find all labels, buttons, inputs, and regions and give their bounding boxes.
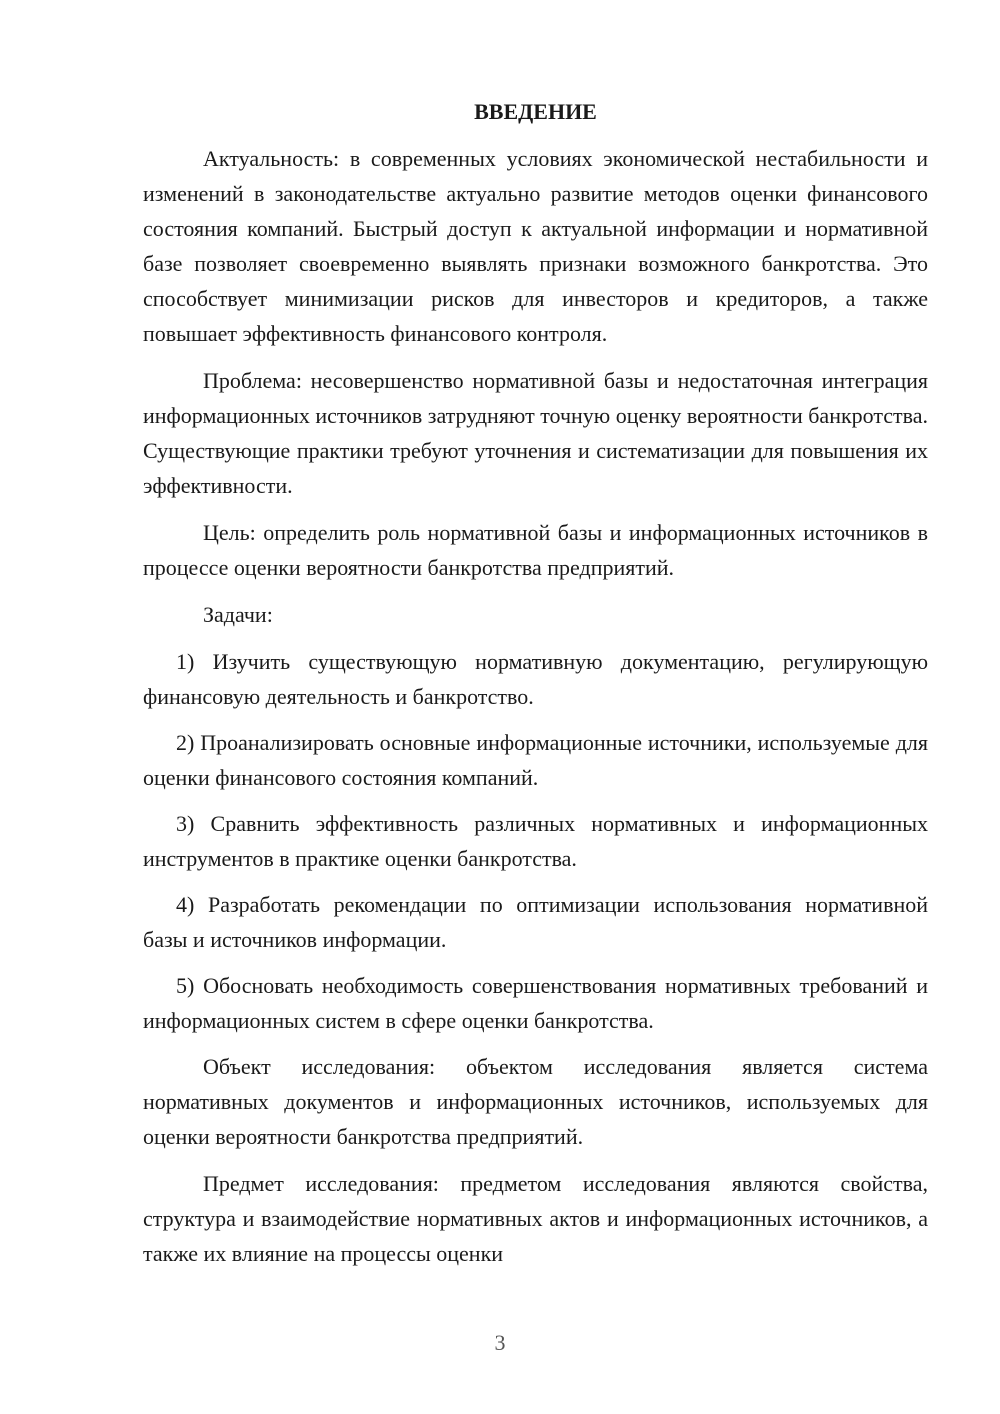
paragraph-tasks-heading: Задачи: <box>203 602 273 627</box>
task-text: Обосновать необходимость совершенствования нормативных требований и информационных систем в сфере оценки банкротства. <box>143 973 929 1033</box>
document-body <box>143 94 928 1283</box>
paragraph-subject: Предмет исследования: предметом исследования являются свойства, структура и взаимодействие нормативных актов и информационных источников, а также их влияние на процессы оценки <box>143 1171 928 1266</box>
page-number: 3 <box>494 1330 506 1355</box>
task-item <box>143 806 928 876</box>
paragraph-object: Объект исследования: объектом исследования является система нормативных документов и информационных источников, используемых для оценки вероятности банкротства предприятий. <box>143 1054 928 1149</box>
paragraph-relevance: Актуальность: в современных условиях экономической нестабильности и изменений в законодательстве актуально развитие методов оценки финансового состояния компаний. Быстрый доступ к актуальной информации и нормативной базе позволяет своевременно выявлять признаки возможного банкротства. Это способствует минимизации рисков для инвесторов и кредиторов, а также повышает эффективность финансового контроля. <box>143 146 928 346</box>
task-text: Сравнить эффективность различных нормативных и информационных инструментов в практике оценки банкротства. <box>143 811 929 871</box>
paragraph-goal: Цель: определить роль нормативной базы и информационных источников в процессе оценки вероятности банкротства предприятий. <box>143 520 928 580</box>
task-number: 4) <box>176 892 195 917</box>
task-text: Изучить существующую нормативную документацию, регулирующую финансовую деятельность и банкротство. <box>143 649 928 709</box>
task-number: 3) <box>176 811 195 836</box>
task-number: 1) <box>176 649 195 674</box>
section-title: ВВЕДЕНИЕ <box>474 99 597 124</box>
task-text: Разработать рекомендации по оптимизации использования нормативной базы и источников информации. <box>143 892 929 952</box>
paragraph-problem: Проблема: несовершенство нормативной базы и недостаточная интеграция информационных источников затрудняют точную оценку вероятности банкротства. Существующие практики требуют уточнения и систематизации для повышения их эффективности. <box>143 368 928 498</box>
task-item <box>143 644 928 714</box>
task-item <box>143 887 928 957</box>
task-number: 2) <box>176 730 195 755</box>
task-number: 5) <box>176 973 195 998</box>
task-item <box>143 968 928 1038</box>
task-item <box>143 725 928 795</box>
task-text: Проанализировать основные информационные источники, используемые для оценки финансового состояния компаний. <box>143 730 928 790</box>
